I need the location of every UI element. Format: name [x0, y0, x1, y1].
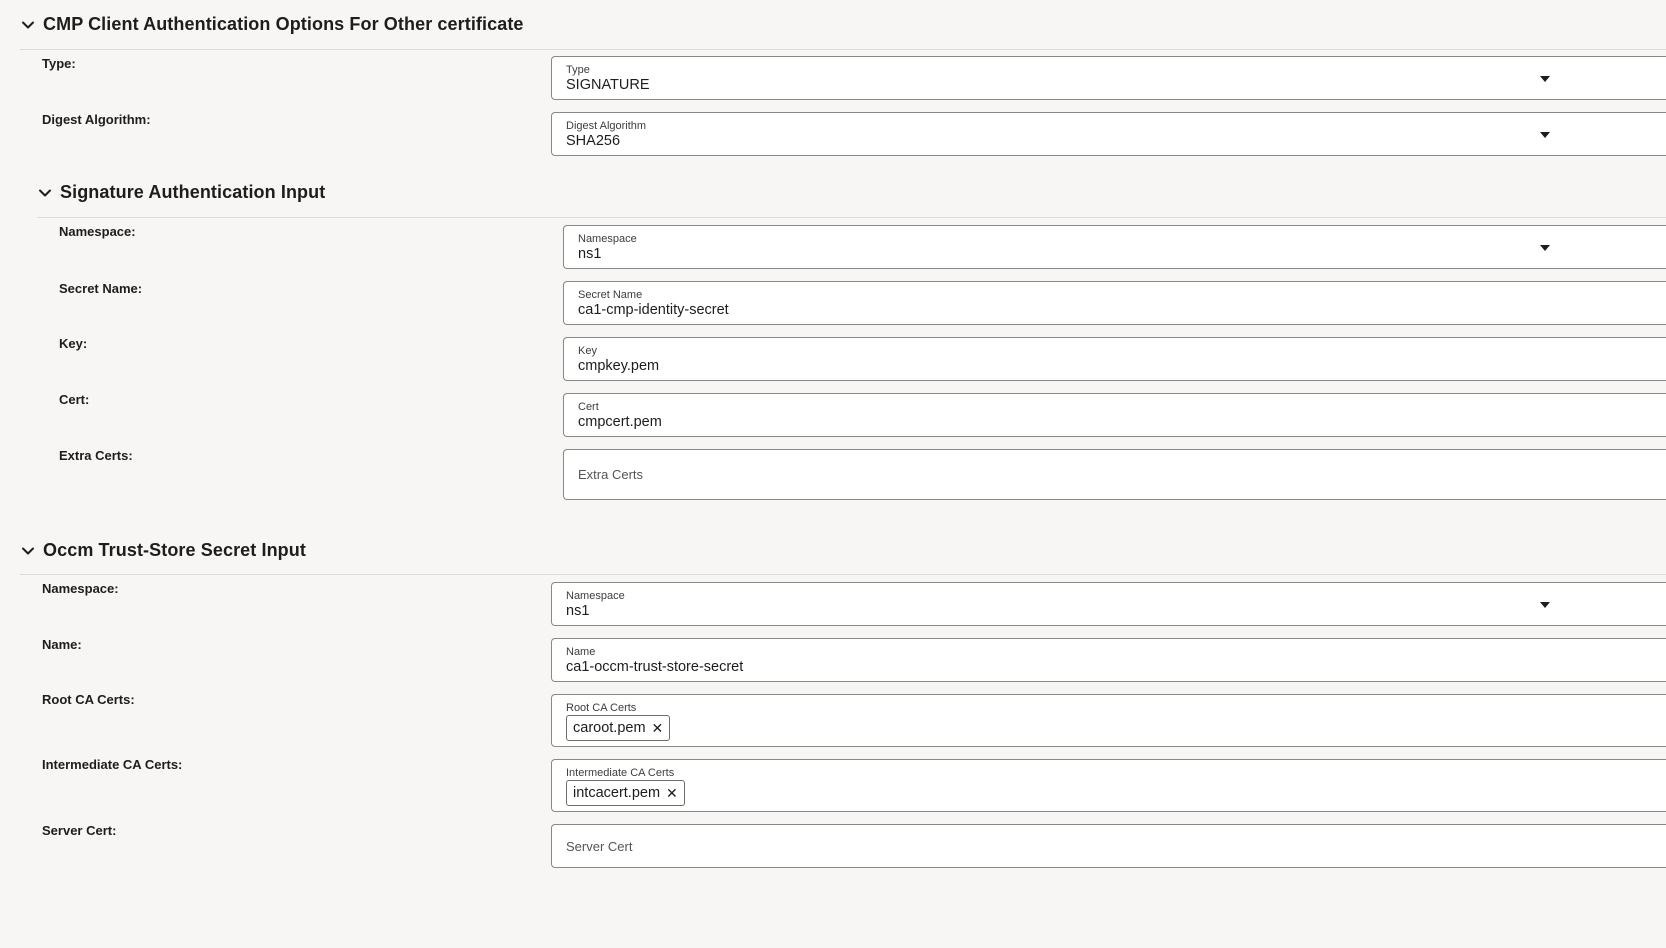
secret-name-input[interactable]	[563, 281, 1666, 325]
trust-namespace-select[interactable]	[551, 582, 1666, 626]
type-value: SIGNATURE	[566, 77, 650, 93]
section-title: CMP Client Authentication Options For Other certificate	[43, 14, 524, 34]
secret-name-value: ca1-cmp-identity-secret	[578, 302, 729, 318]
close-icon[interactable]: ✕	[666, 784, 678, 801]
caret-down-icon[interactable]	[1540, 132, 1550, 138]
trust-name-row-label: Name:	[42, 637, 82, 652]
chip-label: caroot.pem	[573, 720, 646, 736]
chevron-down-icon[interactable]	[20, 543, 36, 559]
digest-row-label: Digest Algorithm:	[42, 112, 151, 127]
intermediate-ca-field-label: Intermediate CA Certs	[566, 767, 675, 779]
trust-store-section-header[interactable]	[20, 540, 306, 561]
close-icon[interactable]: ✕	[651, 719, 664, 736]
key-field-label: Key	[578, 345, 597, 357]
caret-down-icon[interactable]	[1540, 602, 1550, 608]
trust-namespace-value: ns1	[566, 603, 590, 619]
caret-down-icon[interactable]	[1540, 76, 1550, 82]
extra-certs-row-label: Extra Certs:	[59, 448, 133, 463]
secret-name-field-label: Secret Name	[578, 289, 643, 301]
cert-input[interactable]	[563, 393, 1666, 437]
cert-value: cmpcert.pem	[578, 414, 662, 430]
trust-name-field-label: Name	[566, 646, 596, 658]
section-divider	[20, 574, 1666, 575]
secret-name-row-label: Secret Name:	[59, 281, 143, 296]
trust-namespace-row-label: Namespace:	[42, 581, 119, 596]
section-title: Occm Trust-Store Secret Input	[43, 540, 306, 560]
digest-algorithm-select[interactable]	[551, 112, 1666, 156]
server-cert-input[interactable]	[551, 824, 1666, 868]
digest-field-label: Digest Algorithm	[566, 120, 647, 132]
section-divider	[20, 49, 1666, 50]
cmp-section-header[interactable]	[20, 14, 524, 35]
intermediate-ca-certs-input[interactable]	[551, 759, 1666, 812]
extra-certs-input[interactable]	[563, 449, 1666, 500]
intermediate-ca-row-label: Intermediate CA Certs:	[42, 757, 183, 772]
key-value: cmpkey.pem	[578, 358, 660, 374]
type-select[interactable]	[551, 56, 1666, 100]
root-ca-certs-input[interactable]	[551, 694, 1666, 747]
chip-label: intcacert.pem	[573, 785, 661, 801]
root-ca-field-label: Root CA Certs	[566, 702, 637, 714]
trust-name-value: ca1-occm-trust-store-secret	[566, 659, 744, 675]
root-ca-row-label: Root CA Certs:	[42, 692, 135, 707]
digest-value: SHA256	[566, 133, 621, 149]
key-input[interactable]	[563, 337, 1666, 381]
chevron-down-icon[interactable]	[20, 17, 36, 33]
cert-row-label: Cert:	[59, 392, 90, 407]
section-title: Signature Authentication Input	[60, 182, 326, 202]
namespace-value: ns1	[578, 246, 602, 262]
key-row-label: Key:	[59, 336, 88, 351]
caret-down-icon[interactable]	[1540, 245, 1550, 251]
namespace-select[interactable]	[563, 225, 1666, 269]
type-row-label: Type:	[42, 56, 76, 71]
namespace-field-label: Namespace	[578, 233, 637, 245]
cert-field-label: Cert	[578, 401, 599, 413]
intermediate-ca-chip	[566, 780, 685, 806]
trust-namespace-field-label: Namespace	[566, 590, 625, 602]
root-ca-chip	[566, 715, 670, 741]
namespace-row-label: Namespace:	[59, 224, 136, 239]
chevron-down-icon[interactable]	[37, 185, 53, 201]
server-cert-placeholder: Server Cert	[566, 839, 633, 854]
signature-section-header[interactable]	[37, 182, 325, 203]
type-field-label: Type	[566, 64, 590, 76]
section-divider	[37, 217, 1666, 218]
extra-certs-placeholder: Extra Certs	[578, 467, 644, 482]
trust-name-input[interactable]	[551, 638, 1666, 682]
server-cert-row-label: Server Cert:	[42, 823, 117, 838]
